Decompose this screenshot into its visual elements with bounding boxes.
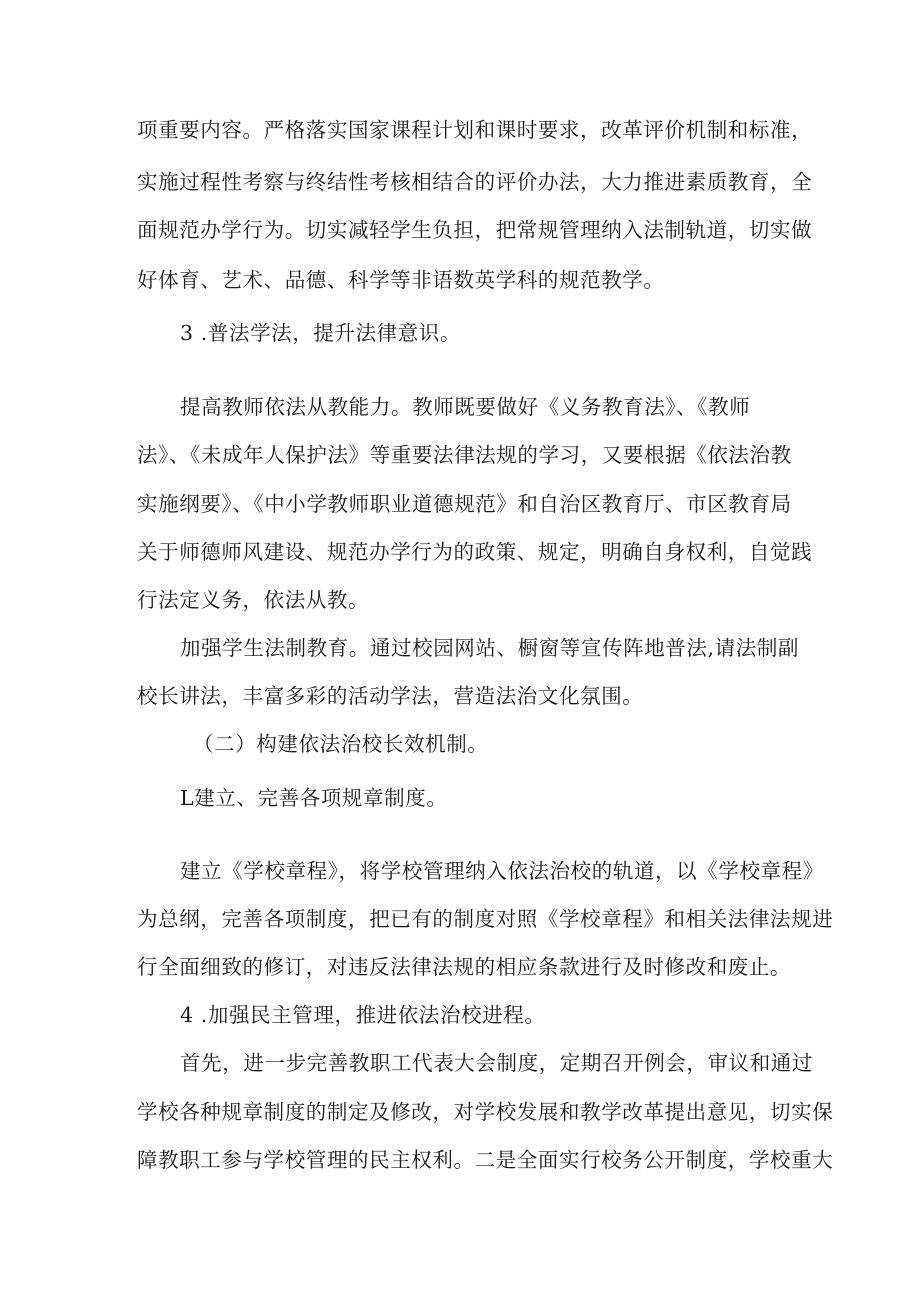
paragraph-3-line-2: 校长讲法，丰富多彩的活动学法，营造法治文化氛围。 <box>137 684 644 708</box>
paragraph-2-line-3: 实施纲要》、《中小学教师职业道德规范》和自治区教育厅、市区教育局 <box>137 492 792 516</box>
section-heading-3: 3 .普法学法，提升法律意识。 <box>180 321 462 345</box>
subsection-heading-1: L建立、完善各项规章制度。 <box>180 786 448 810</box>
paragraph-1-line-3: 面规范办学行为。切实减轻学生负担，把常规管理纳入法制轨道，切实做 <box>137 218 813 242</box>
paragraph-5-line-2: 学校各种规章制度的制定及修改，对学校发展和教学改革提出意见，切实保 <box>137 1100 834 1124</box>
paragraph-2-line-4: 关于师德师风建设、规范办学行为的政策、规定，明确自身权利，自觉践 <box>137 540 813 564</box>
paragraph-1-line-1: 项重要内容。严格落实国家课程计划和课时要求，改革评价机制和标准， <box>137 118 813 142</box>
paragraph-4-line-3: 行全面细致的修订，对违反法律法规的相应条款进行及时修改和废止。 <box>137 955 792 979</box>
paragraph-5-line-3: 障教职工参与学校管理的民主权利。二是全面实行校务公开制度，学校重大 <box>137 1148 834 1172</box>
paragraph-2-line-5: 行法定义务，依法从教。 <box>137 588 370 612</box>
paragraph-1-line-4: 好体育、艺术、品德、科学等非语数英学科的规范教学。 <box>137 268 665 292</box>
paragraph-2-line-2: 法》、《未成年人保护法》等重要法律法规的学习，又要根据《依法治教 <box>137 443 792 467</box>
paragraph-1-line-2: 实施过程性考察与终结性考核相结合的评价办法，大力推进素质教育，全 <box>137 170 813 194</box>
section-heading-2: （二）构建依法治校长效机制。 <box>193 732 489 756</box>
paragraph-3-line-1: 加强学生法制教育。通过校园网站、橱窗等宣传阵地普法,请法制副 <box>180 636 800 660</box>
section-heading-4: 4 .加强民主管理，推进依法治校进程。 <box>180 1003 546 1027</box>
paragraph-2-line-1: 提高教师依法从教能力。教师既要做好《义务教育法》、《教师 <box>180 395 751 419</box>
paragraph-4-line-1: 建立《学校章程》，将学校管理纳入依法治校的轨道，以《学校章程》 <box>180 859 824 883</box>
paragraph-4-line-2: 为总纲，完善各项制度，把已有的制度对照《学校章程》和相关法律法规进 <box>137 907 834 931</box>
paragraph-5-line-1: 首先，进一步完善教职工代表大会制度，定期召开例会，审议和通过 <box>180 1051 813 1075</box>
